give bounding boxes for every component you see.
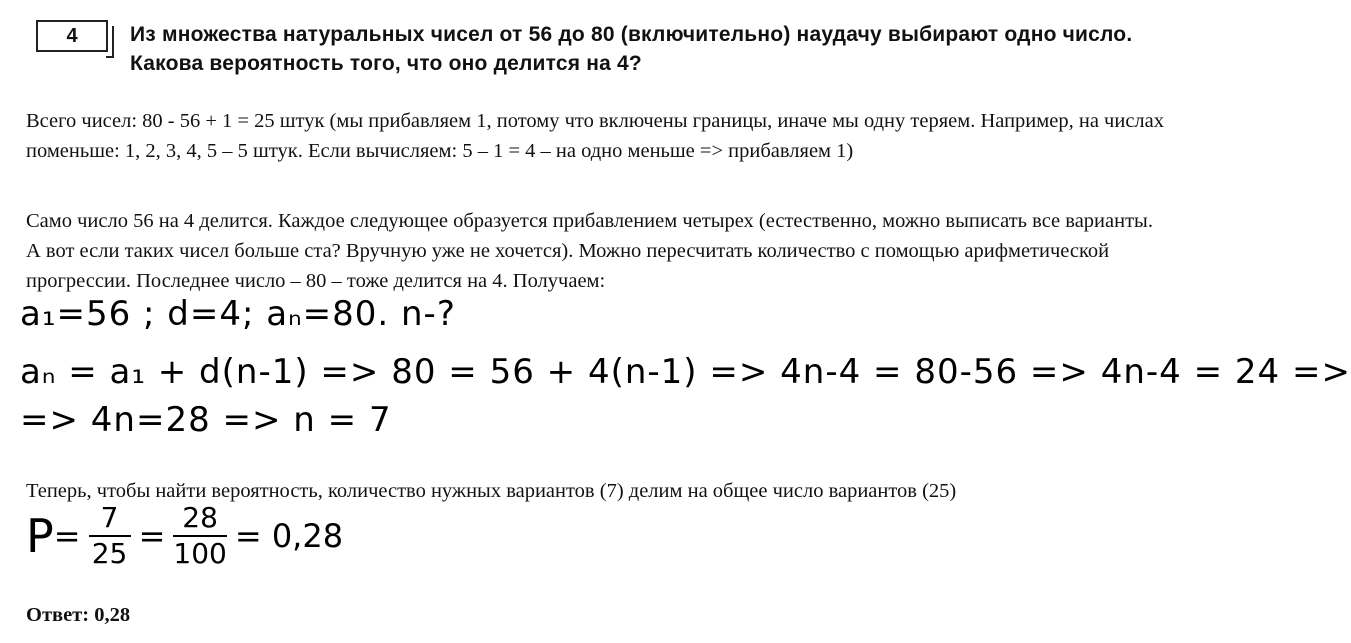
fraction-numerator: 28 [182, 501, 218, 534]
solution-paragraph-probability: Теперь, чтобы найти вероятность, количество нужных вариантов (7) делим на общее число вариантов (25) [26, 480, 957, 502]
task-number-box [36, 20, 108, 52]
final-answer: Ответ: 0,28 [26, 604, 131, 626]
task-statement: Из множества натуральных чисел от 56 до 80 (включительно) наудачу выбирают одно число. Какова вероятность того, что оно делится на 4? [130, 23, 1133, 75]
handwritten-formula: aₙ = a₁ + d(n-1) => 80 = 56 + 4(n-1) => 4n-4 = 80-56 => 4n-4 = 24 => [20, 352, 1351, 392]
fraction-7-25 [89, 503, 131, 569]
solution-paragraph-count: Всего чисел: 80 - 56 + 1 = 25 штук (мы прибавляем 1, потому что включены границы, иначе мы одну теряем. Например, на числах поменьше: 1, 2, 3, 4, 5 – 5 штук. Если вычисляем: 5 – 1 = 4 – на одно меньше => прибавляем 1) [26, 110, 1165, 162]
prob-result: = 0,28 [234, 517, 344, 555]
fraction-denominator: 25 [91, 537, 128, 570]
prob-equals-2: = [138, 517, 166, 555]
task-number: 4 [66, 24, 78, 47]
fraction-numerator: 7 [100, 501, 119, 534]
handwritten-given: a₁=56 ; d=4; aₙ=80. n-? [20, 294, 456, 334]
prob-label: P [26, 509, 54, 563]
handwritten-probability [26, 502, 343, 570]
fraction-28-100 [173, 503, 226, 569]
fraction-denominator: 100 [173, 537, 227, 570]
handwritten-result: => 4n=28 => n = 7 [20, 400, 392, 440]
solution-paragraph-progression: Само число 56 на 4 делится. Каждое следующее образуется прибавлением четырех (естественно, можно выписать все варианты. А вот если таких чисел больше ста? Вручную уже не хочется). Можно пересчитать количество с помощью арифметической прогрессии. Последнее число – 80 – тоже делится на 4. Получаем: [26, 210, 1153, 292]
prob-equals-1: = [53, 517, 81, 555]
